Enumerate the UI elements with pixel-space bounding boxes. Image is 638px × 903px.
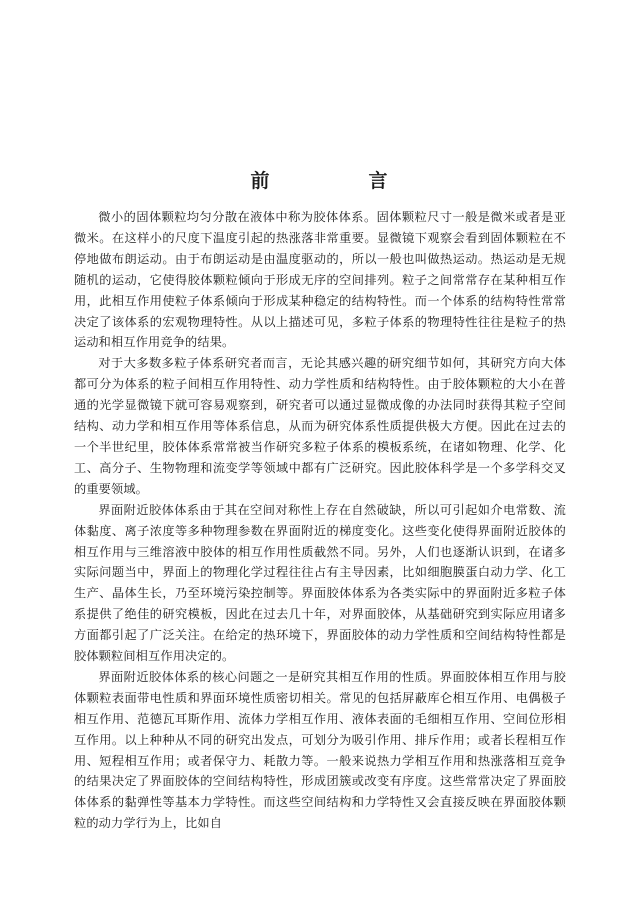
paragraph: 对于大多数多粒子体系研究者而言，无论其感兴趣的研究细节如何，其研究方向大体都可分为体系的粒子间相互作用特性、动力学性质和结构特性。由于胶体颗粒的大小在普通的光学显微镜下就可容易观察到，研究者可以通过显微成像的办法同时获得其粒子空间结构、动力学和相互作用等体系信息，从而为研究体系性质提供极大方便。因此在过去的一个半世纪里，胶体体系常常被当作研究多粒子体系的模板系统，在诸如物理、化学、化工、高分子、生物物理和流变学等领域中都有广泛研究。因此胶体科学是一个多学科交叉的重要领域。 [74,356,566,496]
paragraph: 界面附近胶体体系的核心问题之一是研究其相互作用的性质。界面胶体相互作用与胶体颗粒表面带电性质和界面环境性质密切相关。常见的包括屏蔽库仑相互作用、电偶极子相互作用、范德瓦耳斯作用、流体力学相互作用、液体表面的毛细相互作用、空间位形相互作用。以上种种从不同的研究出发点，可划分为吸引作用、排斥作用；或者长程相互作用、短程相互作用；或者保守力、耗散力等。一般来说热力学相互作用和热涨落相互竞争的结果决定了界面胶体的空间结构特性，形成团簇或改变有序度。这些常常决定了界面胶体体系的黏弹性等基本力学特性。而这些空间结构和力学特性又会直接反映在界面胶体颗粒的动力学行为上，比如自 [74,669,566,831]
page-title: 前 言 [250,170,428,192]
paragraph: 界面附近胶体体系由于其在空间对称性上存在自然破缺，所以可引起如介电常数、流体黏度、离子浓度等多种物理参数在界面附近的梯度变化。这些变化使得界面附近胶体的相互作用与三维溶液中胶体的相互作用性质截然不同。另外，人们也逐渐认识到，在诸多实际问题当中，界面上的物理化学过程往往占有主导因素，比如细胞膜蛋白动力学、化工生产、晶体生长，乃至环境污染控制等。界面胶体体系为各类实际中的界面附近多粒子体系提供了绝佳的研究模板，因此在过去几十年，对界面胶体，从基础研究到实际应用诸多方面都引起了广泛关注。在给定的热环境下，界面胶体的动力学性质和空间结构特性都是胶体颗粒间相互作用决定的。 [74,502,566,664]
paragraph: 微小的固体颗粒均匀分散在液体中称为胶体体系。固体颗粒尺寸一般是微米或者是亚微米。在这样小的尺度下温度引起的热涨落非常重要。显微镜下观察会看到固体颗粒在不停地做布朗运动。由于布朗运动是由温度驱动的，所以一般也叫做热运动。热运动是无规随机的运动，它使得胶体颗粒倾向于形成无序的空间排列。粒子之间常常存在某种相互作用，此相互作用使粒子体系倾向于形成某种稳定的结构特性。而一个体系的结构特性常常决定了该体系的宏观物理特性。从以上描述可见，多粒子体系的物理特性往往是粒子的热运动和相互作用竞争的结果。 [74,210,566,350]
preface-body [74,207,566,834]
